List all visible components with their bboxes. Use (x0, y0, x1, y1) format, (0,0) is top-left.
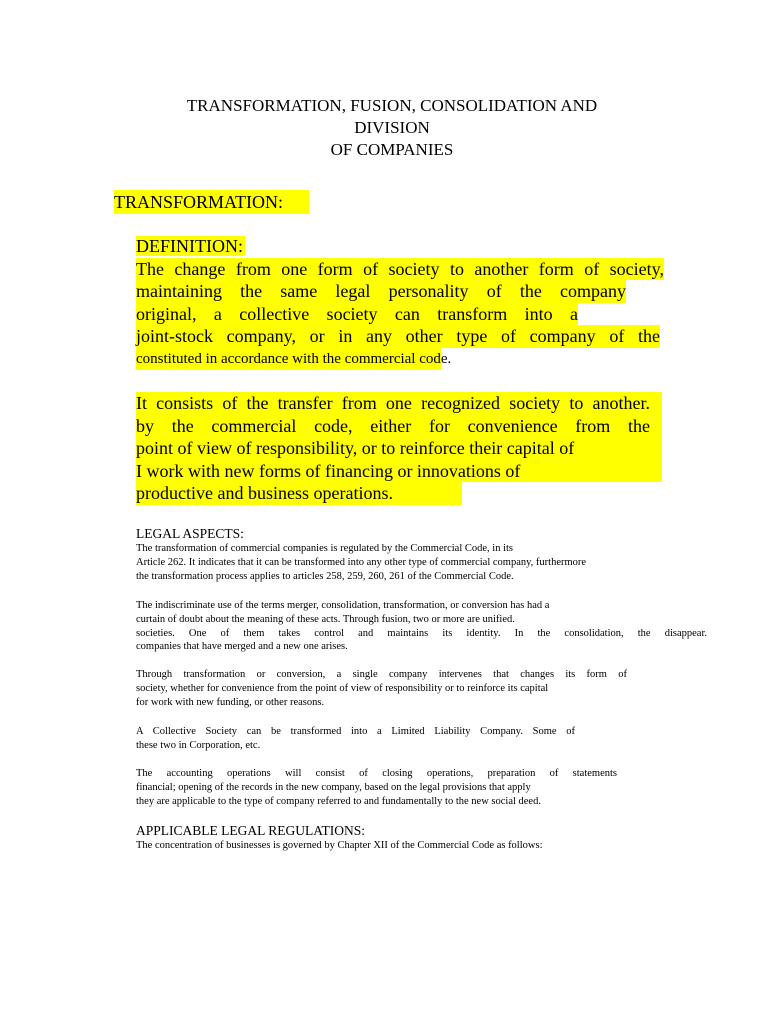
document-title (100, 95, 684, 161)
title-line-2: DIVISION (354, 118, 430, 137)
legal-aspects-line-3: the transformation process applies to articles 258, 259, 260, 261 of the Commercial Code. (136, 570, 514, 582)
conversion-paragraph (136, 668, 627, 709)
consists-section (136, 392, 664, 505)
legal-aspects-line-2: Article 262. It indicates that it can be transformed into any other type of commercial company, furthermore (136, 556, 587, 568)
accounting-line-3: they are applicable to the type of company referred to and fundamentally to the new social deed. (136, 795, 541, 807)
legal-aspects-heading: LEGAL ASPECTS: (136, 526, 244, 541)
legal-aspects-line-1: The transformation of commercial companies is regulated by the Commercial Code, in its (136, 543, 514, 554)
collective-line-2: these two in Corporation, etc. (136, 739, 261, 751)
consists-line-1: It consists of the transfer from one recognized society to another. (136, 392, 662, 415)
collective-line-1: A Collective Society can be transformed into a Limited Liability Company. Some of (136, 726, 575, 737)
conversion-line-2: society, whether for convenience from the point of view of responsibility or to reinforce its capital (136, 682, 549, 694)
definition-line-5-tail: e. (440, 350, 452, 367)
conversion-line-1: Through transformation or conversion, a single company intervenes that changes its form of (136, 669, 627, 680)
conversion-line-3: for work with new funding, or other reasons. (136, 696, 325, 708)
consists-line-3: point of view of responsibility, or to reinforce their capital of (136, 437, 662, 460)
consists-line-4: I work with new forms of financing or innovations of (136, 460, 662, 483)
applicable-regulations-line: The concentration of businesses is governed by Chapter XII of the Commercial Code as follows: (136, 840, 543, 851)
legal-aspects-section (136, 526, 586, 583)
accounting-line-1: The accounting operations will consist of closing operations, preparation of statements (136, 768, 617, 779)
definition-section (136, 235, 664, 370)
consists-line-5: productive and business operations. (136, 482, 462, 505)
terms-line-1: The indiscriminate use of the terms merger, consolidation, transformation, or conversion has had a (136, 600, 550, 611)
applicable-regulations-section (136, 823, 542, 853)
accounting-paragraph (136, 767, 617, 808)
definition-label: DEFINITION: (136, 236, 243, 256)
definition-line-3: original, a collective society can transform into a (136, 303, 578, 324)
definition-line-5: constituted in accordance with the commercial cod (136, 348, 441, 370)
terms-paragraph (136, 599, 707, 654)
collective-paragraph (136, 725, 575, 753)
definition-line-2: maintaining the same legal personality of the company (136, 281, 626, 301)
title-line-3: OF COMPANIES (330, 140, 454, 159)
accounting-line-2: financial; opening of the records in the new company, based on the legal provisions that apply (136, 781, 531, 793)
terms-line-2: curtain of doubt about the meaning of these acts. Through fusion, two or more are unified. (136, 613, 515, 625)
applicable-regulations-heading: APPLICABLE LEGAL REGULATIONS: (136, 823, 365, 838)
transformation-heading: TRANSFORMATION: (114, 190, 309, 214)
definition-line-4: joint-stock company, or in any other type of company of the (136, 326, 660, 346)
definition-line-1: The change from one form of society to another form of society, (136, 258, 664, 279)
title-line-1: TRANSFORMATION, FUSION, CONSOLIDATION AND (186, 96, 598, 115)
terms-line-3: societies. One of them takes control and maintains its identity. In the consolidation, the disappear. (136, 627, 707, 639)
terms-line-4: companies that have merged and a new one arises. (136, 641, 348, 653)
consists-line-2: by the commercial code, either for convenience from the (136, 415, 662, 438)
